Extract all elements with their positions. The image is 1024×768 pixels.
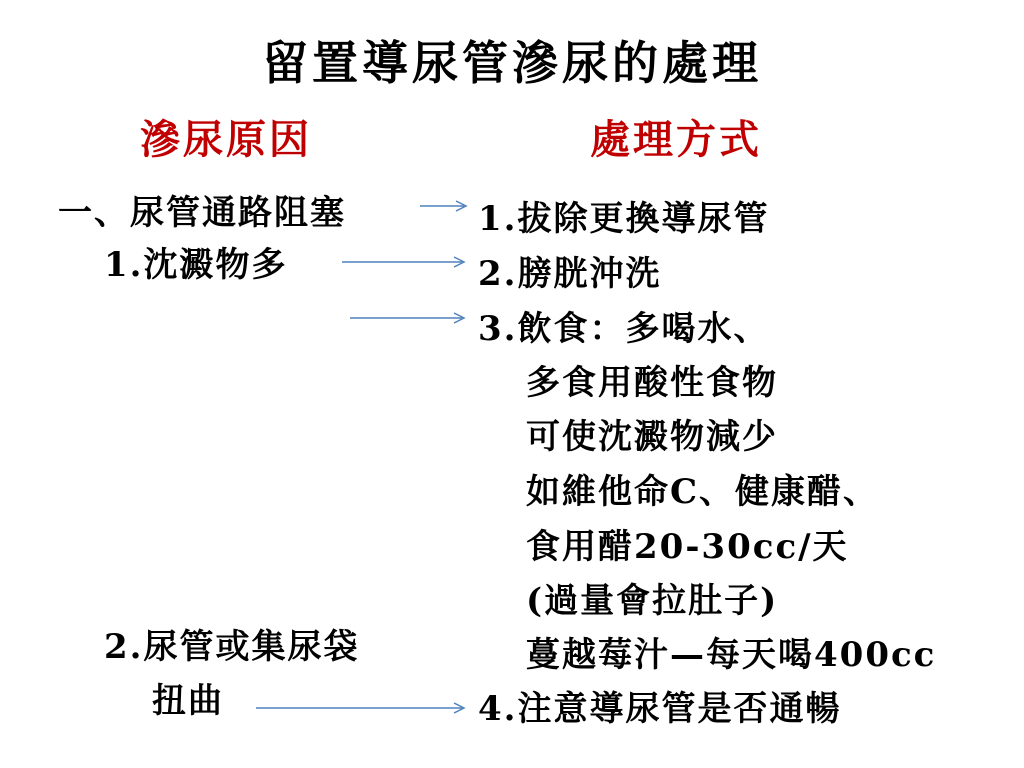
- heading-cause: 滲尿原因: [140, 116, 312, 163]
- treatment-diet-line4: 如維他命C、健康醋、: [526, 472, 880, 512]
- cause-item-sediment: 1.沈澱物多: [104, 245, 288, 285]
- treatment-diet-line5: 食用醋20-30cc/天: [526, 527, 849, 567]
- treatment-bladder-irrigation: 2.膀胱沖洗: [478, 254, 662, 294]
- treatment-diet-line6: (過量會拉肚子): [526, 581, 779, 621]
- cause-section-obstruction: 一、尿管通路阻塞: [58, 193, 346, 233]
- treatment-diet-line3: 可使沈澱物減少: [526, 417, 778, 457]
- arrow-to-diet: [350, 313, 464, 323]
- arrow-obstruction-to-replace: [420, 201, 466, 211]
- treatment-check-patency: 4.注意導尿管是否通暢: [478, 689, 842, 729]
- arrow-twisted-to-patency: [256, 703, 464, 713]
- arrow-sediment-to-irrigation: [342, 257, 464, 267]
- heading-treatment: 處理方式: [590, 116, 762, 163]
- treatment-replace-catheter: 1.拔除更換導尿管: [478, 199, 770, 239]
- treatment-diet-line7: 蔓越莓汁—每天喝400cc: [526, 635, 937, 675]
- treatment-diet-line1: 3.飲食：多喝水、: [478, 309, 770, 349]
- cause-item-twisted-line2: 扭曲: [152, 681, 224, 721]
- treatment-diet-line2: 多食用酸性食物: [526, 363, 778, 403]
- cause-item-twisted-line1: 2.尿管或集尿袋: [104, 627, 360, 667]
- slide-title: 留置導尿管滲尿的處理: [262, 36, 762, 90]
